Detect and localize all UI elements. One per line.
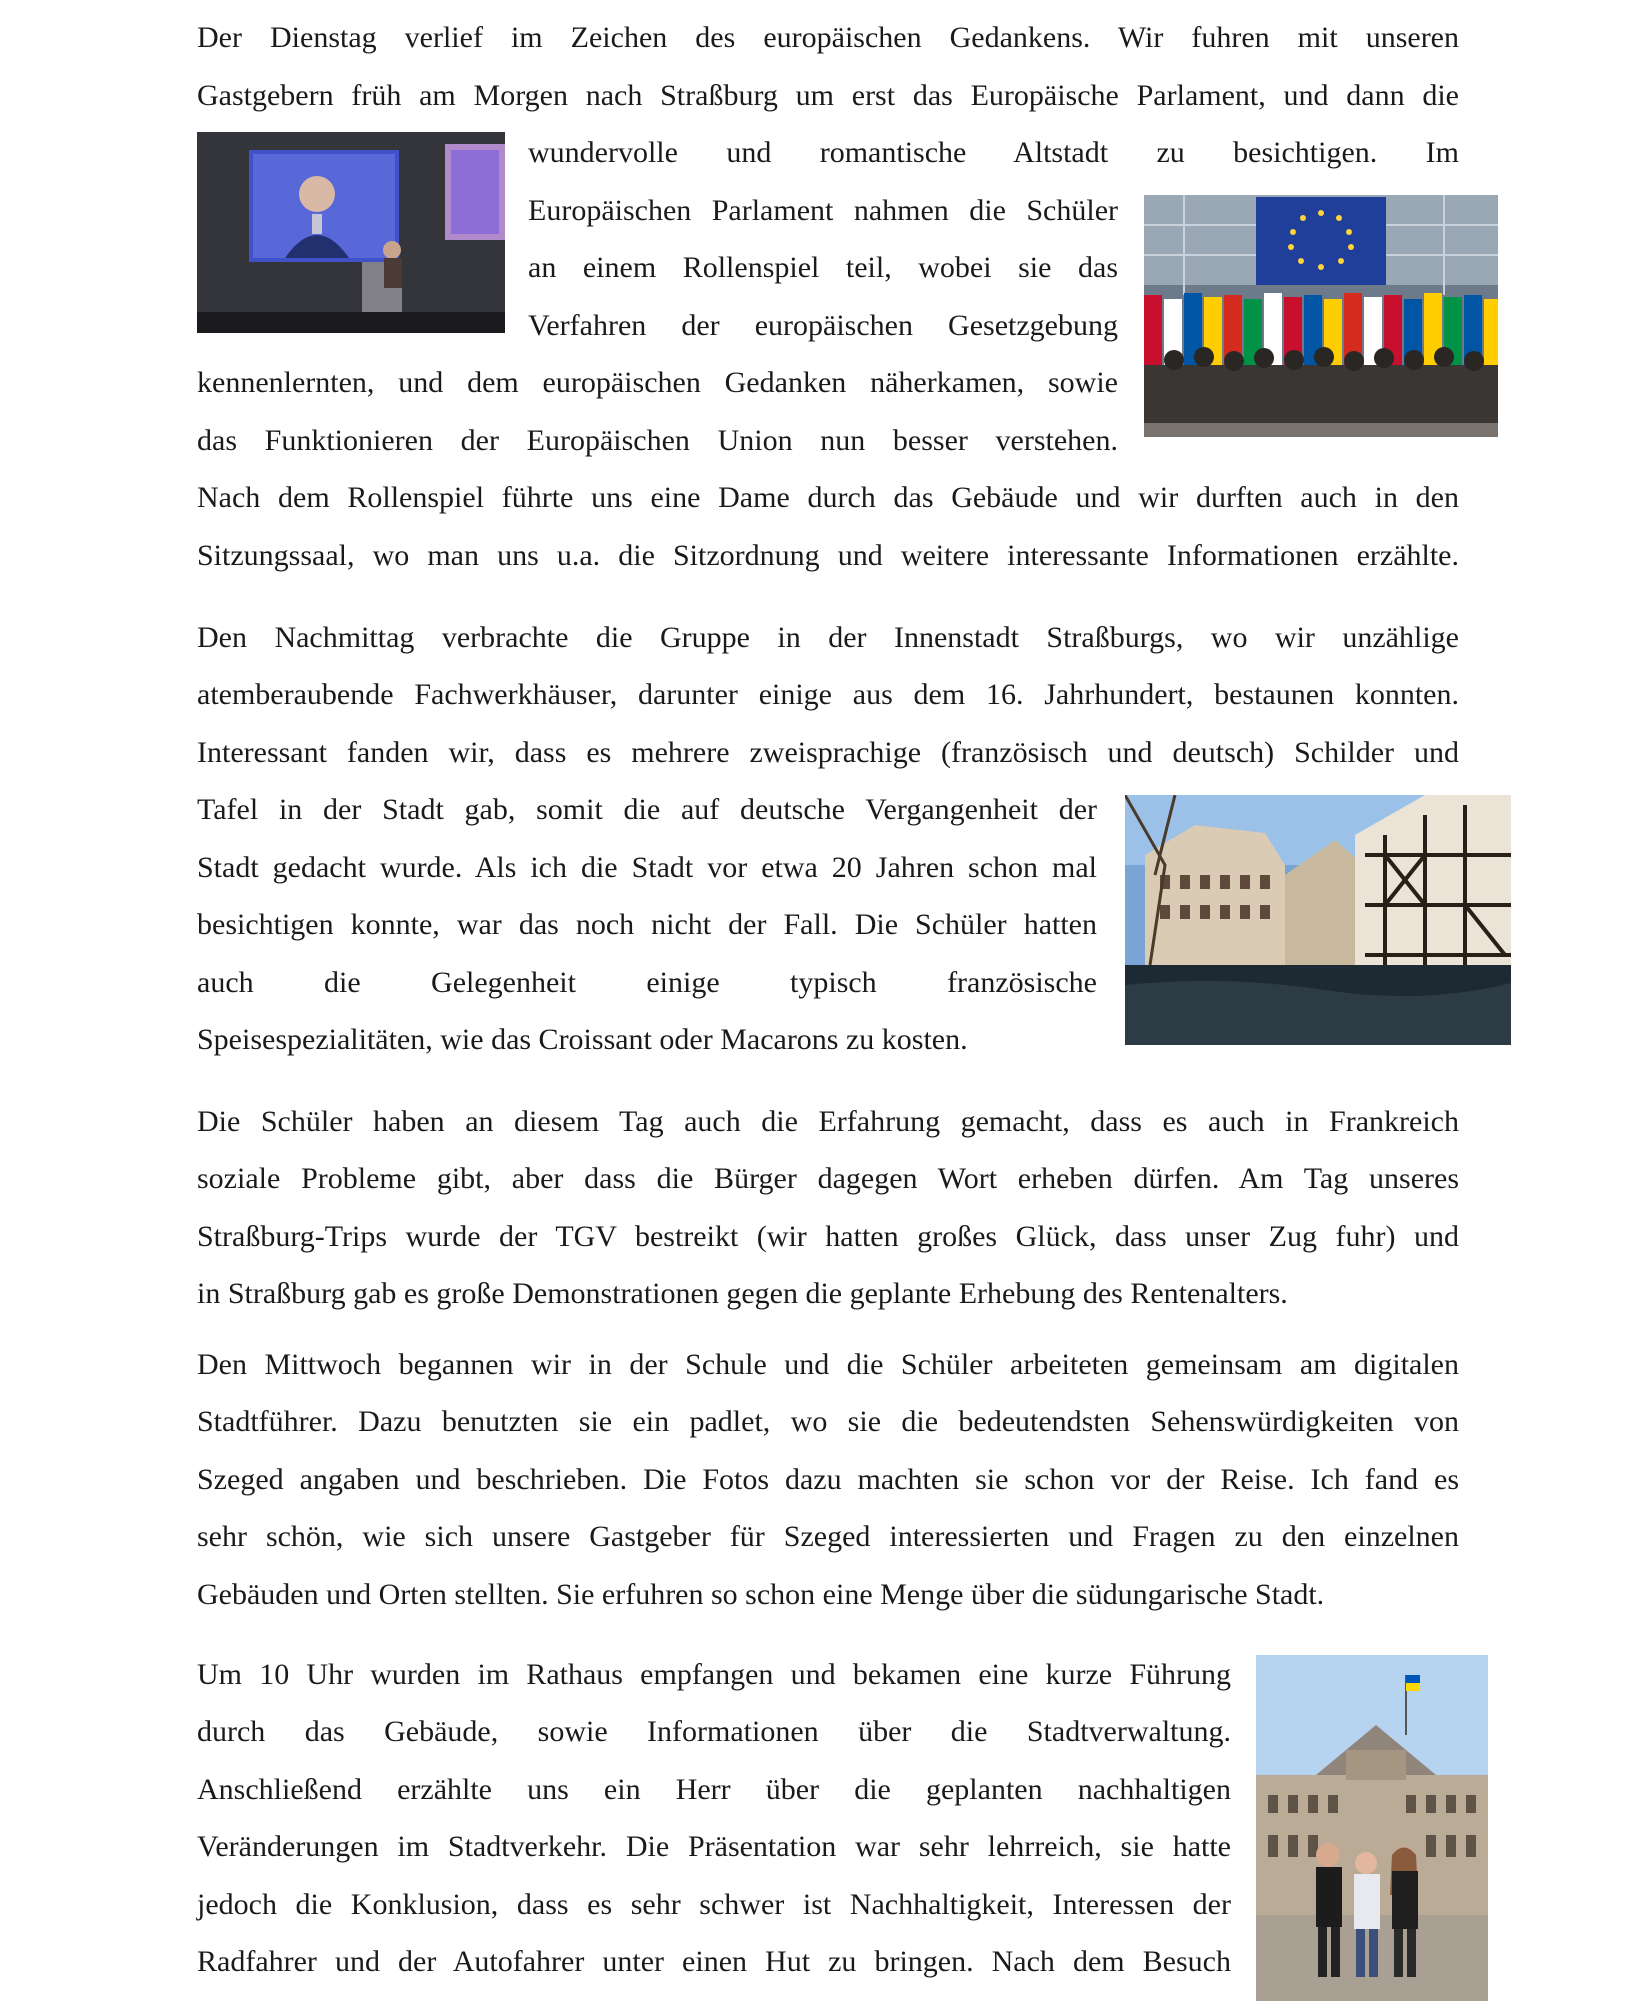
text-line: besichtigen konnte, war das noch nicht der Fall. Die Schüler hatten [197, 908, 1097, 941]
text-line: Der Dienstag verlief im Zeichen des europäischen Gedankens. Wir fuhren mit unseren [197, 21, 1459, 54]
text-line: auch die Gelegenheit einige typisch französische [197, 966, 1097, 999]
text-line: Stadtführer. Dazu benutzten sie ein padlet, wo sie die bedeutendsten Sehenswürdigkeiten von [197, 1405, 1459, 1438]
text-line: Den Nachmittag verbrachte die Gruppe in der Innenstadt Straßburgs, wo wir unzählige [197, 621, 1459, 654]
text-line: das Funktionieren der Europäischen Union nun besser verstehen. [197, 424, 1118, 457]
text-line: Sitzungssaal, wo man uns u.a. die Sitzordnung und weitere interessante Informationen erzählte. [197, 539, 1459, 572]
text-line: Gastgebern früh am Morgen nach Straßburg um erst das Europäische Parlament, und dann die [197, 79, 1459, 112]
photo-half-timbered-houses [1125, 795, 1511, 1045]
photo-speaker-presentation [197, 132, 505, 333]
text-line: an einem Rollenspiel teil, wobei sie das [528, 251, 1118, 284]
text-line: in Straßburg gab es große Demonstrationen gegen die geplante Erhebung des Rentenalters. [197, 1277, 1288, 1310]
text-line: Speisespezialitäten, wie das Croissant oder Macarons zu kosten. [197, 1023, 968, 1056]
text-line: Die Schüler haben an diesem Tag auch die Erfahrung gemacht, dass es auch in Frankreich [197, 1105, 1459, 1138]
text-line: Straßburg-Trips wurde der TGV bestreikt (wir hatten großes Glück, dass unser Zug fuhr) und [197, 1220, 1459, 1253]
text-line: Verfahren der europäischen Gesetzgebung [528, 309, 1118, 342]
text-line: soziale Probleme gibt, aber dass die Bürger dagegen Wort erheben dürfen. Am Tag unseres [197, 1162, 1459, 1195]
text-line: jedoch die Konklusion, dass es sehr schwer ist Nachhaltigkeit, Interessen der [197, 1888, 1231, 1921]
text-line: Szeged angaben und beschrieben. Die Fotos dazu machten sie schon vor der Reise. Ich fand es [197, 1463, 1459, 1496]
text-line: sehr schön, wie sich unsere Gastgeber für Szeged interessierten und Fragen zu den einzelnen [197, 1520, 1459, 1553]
text-line: Stadt gedacht wurde. Als ich die Stadt vor etwa 20 Jahren schon mal [197, 851, 1097, 884]
text-line: Radfahrer und der Autofahrer unter einen Hut zu bringen. Nach dem Besuch [197, 1945, 1231, 1978]
photo-eu-parliament-group [1144, 195, 1498, 437]
photo-palace-students [1256, 1655, 1488, 2001]
text-line: Um 10 Uhr wurden im Rathaus empfangen und bekamen eine kurze Führung [197, 1658, 1231, 1691]
text-line: kennenlernten, und dem europäischen Gedanken näherkamen, sowie [197, 366, 1118, 399]
text-line: Anschließend erzählte uns ein Herr über die geplanten nachhaltigen [197, 1773, 1231, 1806]
text-line: Gebäuden und Orten stellten. Sie erfuhren so schon eine Menge über die südungarische Stadt. [197, 1578, 1325, 1611]
text-line: Veränderungen im Stadtverkehr. Die Präsentation war sehr lehrreich, sie hatte [197, 1830, 1231, 1863]
text-line: wundervolle und romantische Altstadt zu besichtigen. Im [528, 136, 1459, 169]
text-line: durch das Gebäude, sowie Informationen über die Stadtverwaltung. [197, 1715, 1231, 1748]
text-line: Nach dem Rollenspiel führte uns eine Dame durch das Gebäude und wir durften auch in den [197, 481, 1459, 514]
text-line: Interessant fanden wir, dass es mehrere zweisprachige (französisch und deutsch) Schilder und [197, 736, 1459, 769]
text-line: atemberaubende Fachwerkhäuser, darunter einige aus dem 16. Jahrhundert, bestaunen konnten. [197, 678, 1459, 711]
text-line: Europäischen Parlament nahmen die Schüler [528, 194, 1118, 227]
text-line: Den Mittwoch begannen wir in der Schule und die Schüler arbeiteten gemeinsam am digitalen [197, 1348, 1459, 1381]
text-line: Tafel in der Stadt gab, somit die auf deutsche Vergangenheit der [197, 793, 1097, 826]
